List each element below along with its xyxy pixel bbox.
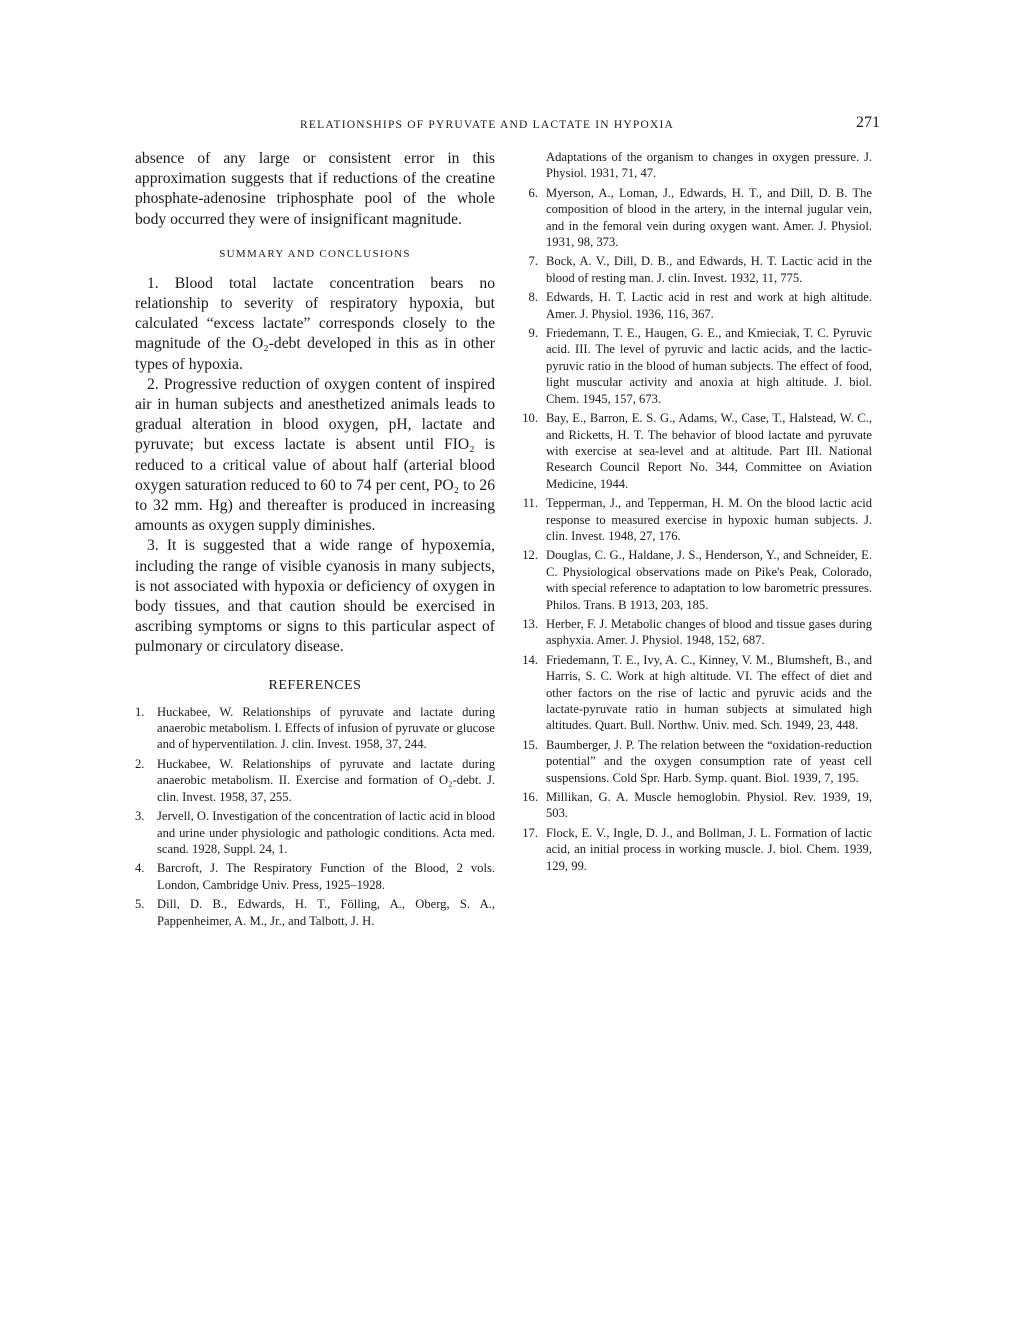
references-heading: REFERENCES (268, 677, 362, 693)
reference-number: 7. (528, 254, 538, 269)
reference-number: 11. (522, 496, 538, 511)
reference-text: Friedemann, T. E., Ivy, A. C., Kinney, V. M., Blumsheft, B., and Harris, S. C. Work at high altitude. VI. The effect of diet and other factors on the rise of lactic and pyruvic acids and the lactate-pyruvate ratio in human subjects at simulated high altitudes. Quart. Bull. Northw. Univ. med. Sch. 1949, 23, 448. (546, 652, 872, 733)
left-column (135, 149, 495, 932)
reference-number: 9. (528, 326, 538, 341)
reference-text: Tepperman, J., and Tepperman, H. M. On the blood lactic acid response to measured exercise in hypoxic human subjects. J. clin. Invest. 1948, 27, 176. (546, 496, 872, 543)
right-column (506, 149, 872, 877)
reference-number: 16. (522, 790, 538, 805)
reference-text: Friedemann, T. E., Haugen, G. E., and Kmieciak, T. C. Pyruvic acid. III. The level of pyruvic and lactic acids, and the lactic-pyruvic ratio in the blood of human subjects. The effect of food, light muscular activity and anoxia at high altitude. J. biol. Chem. 1945, 157, 673. (546, 326, 872, 406)
reference-item (135, 896, 495, 929)
reference-list-right (506, 185, 872, 874)
reference-text: Flock, E. V., Ingle, D. J., and Bollman, J. L. Formation of lactic acid, an initial process in working muscle. J. biol. Chem. 1939, 129, 99. (546, 825, 872, 873)
conclusion-1: 1. Blood total lactate concentration bears no relationship to severity of respiratory hypoxia, but calculated “excess lactate” corresponds closely to the magnitude of the O₂-debt developed in this as in other types of hypoxia. (135, 274, 495, 373)
reference-number: 1. (135, 704, 145, 719)
reference-item (506, 410, 872, 492)
reference-number: 3. (135, 809, 145, 824)
reference-text: Jervell, O. Investigation of the concentration of lactic acid in blood and urine under physiologic and pathologic conditions. Acta med. scand. 1928, Suppl. 24, 1. (157, 809, 495, 856)
reference-text: Huckabee, W. Relationships of pyruvate and lactate during anaerobic metabolism. II. Exercise and formation of O₂-debt. J. clin. Invest. 1958, 37, 255. (157, 756, 495, 804)
reference-item (506, 652, 872, 734)
reference-item (506, 253, 872, 286)
reference-number: 15. (522, 737, 538, 752)
reference-number: 10. (522, 411, 538, 426)
reference-text: Myerson, A., Loman, J., Edwards, H. T., and Dill, D. B. The composition of blood in the artery, in the internal jugular vein, and in the femoral vein during oxygen want. Amer. J. Physiol. 1931, 98, 373. (546, 185, 872, 250)
opening-paragraph: absence of any large or consistent error in this approximation suggests that if reductions of the creatine phosphate-adenosine triphosphate pool of the whole body occurred they were of insignificant magnitude. (135, 150, 495, 228)
reference-number: 5. (135, 897, 145, 912)
reference-text: Douglas, C. G., Haldane, J. S., Henderson, Y., and Schneider, E. C. Physiological observations made on Pike's Peak, Colorado, with special reference to adaptation to low barometric pressures. Philos. Trans. B 1913, 203, 185. (546, 548, 872, 612)
reference-text: Barcroft, J. The Respiratory Function of the Blood, 2 vols. London, Cambridge Univ. Press, 1925–1928. (157, 861, 495, 892)
reference-number: 8. (528, 290, 538, 305)
reference-item (506, 289, 872, 322)
reference-item (506, 789, 872, 822)
summary-heading: SUMMARY AND CONCLUSIONS (219, 247, 411, 260)
reference-item (135, 860, 495, 893)
page-number: 271 (856, 114, 880, 131)
reference-text: Bock, A. V., Dill, D. B., and Edwards, H. T. Lactic acid in the blood of resting man. J. clin. Invest. 1932, 11, 775. (546, 254, 872, 285)
reference-number: 17. (522, 825, 538, 840)
reference-item (506, 185, 872, 251)
reference-number: 6. (528, 185, 538, 200)
reference-item (506, 325, 872, 407)
reference-item (506, 616, 872, 649)
reference-text: Huckabee, W. Relationships of pyruvate and lactate during anaerobic metabolism. I. Effects of infusion of pyruvate or glucose and of hyperventilation. J. clin. Invest. 1958, 37, 244. (157, 704, 495, 752)
reference-list-left (135, 704, 495, 929)
reference-number: 14. (522, 652, 538, 667)
reference-text: Baumberger, J. P. The relation between the “oxidation-reduction potential” and the oxygen consumption rate of yeast cell suspensions. Cold Spr. Harb. Symp. quant. Biol. 1939, 7, 195. (546, 737, 872, 785)
reference-text: Bay, E., Barron, E. S. G., Adams, W., Case, T., Halstead, W. C., and Ricketts, H. T. The behavior of blood lactate and pyruvate with exercise at sea-level and at altitude. Part III. National Research Council Report No. 344, Committee on Aviation Medicine, 1944. (546, 411, 872, 491)
reference-5-continuation: Adaptations of the organism to changes in oxygen pressure. J. Physiol. 1931, 71, 47. (546, 150, 872, 181)
reference-item (506, 547, 872, 613)
conclusion-3: 3. It is suggested that a wide range of hypoxemia, including the range of visible cyanosis in many subjects, is not associated with hypoxia or deficiency of oxygen in body tissues, and that caution should be exercised in ascribing symptoms or signs to this particular aspect of pulmonary or circulatory disease. (135, 537, 495, 656)
reference-item (506, 825, 872, 874)
reference-text: Herber, F. J. Metabolic changes of blood and tissue gases during asphyxia. Amer. J. Physiol. 1948, 152, 687. (546, 616, 872, 648)
reference-number: 12. (522, 548, 538, 563)
reference-item (135, 756, 495, 805)
reference-text: Edwards, H. T. Lactic acid in rest and work at high altitude. Amer. J. Physiol. 1936, 116, 367. (546, 290, 872, 321)
reference-item (506, 737, 872, 786)
running-title: RELATIONSHIPS OF PYRUVATE AND LACTATE IN HYPOXIA (300, 119, 675, 131)
reference-item (135, 704, 495, 753)
conclusion-2: 2. Progressive reduction of oxygen content of inspired air in human subjects and anesthetized animals leads to gradual alteration in blood oxygen, pH, lactate and pyruvate; but excess lactate is absent until FIO₂ is reduced to a critical value of about half (arterial blood oxygen saturation reduced to 60 to 74 per cent, PO₂ to 26 to 32 mm. Hg) and thereafter is produced in increasing amounts as oxygen supply diminishes. (135, 375, 495, 535)
reference-text: Millikan, G. A. Muscle hemoglobin. Physiol. Rev. 1939, 19, 503. (546, 790, 872, 821)
running-header (300, 116, 880, 136)
reference-number: 2. (135, 756, 145, 771)
reference-item (135, 808, 495, 857)
reference-item (506, 495, 872, 544)
reference-text: Dill, D. B., Edwards, H. T., Fölling, A., Oberg, S. A., Pappenheimer, A. M., Jr., and Talbott, J. H. (157, 897, 495, 928)
reference-number: 4. (135, 861, 145, 876)
reference-number: 13. (522, 616, 538, 631)
